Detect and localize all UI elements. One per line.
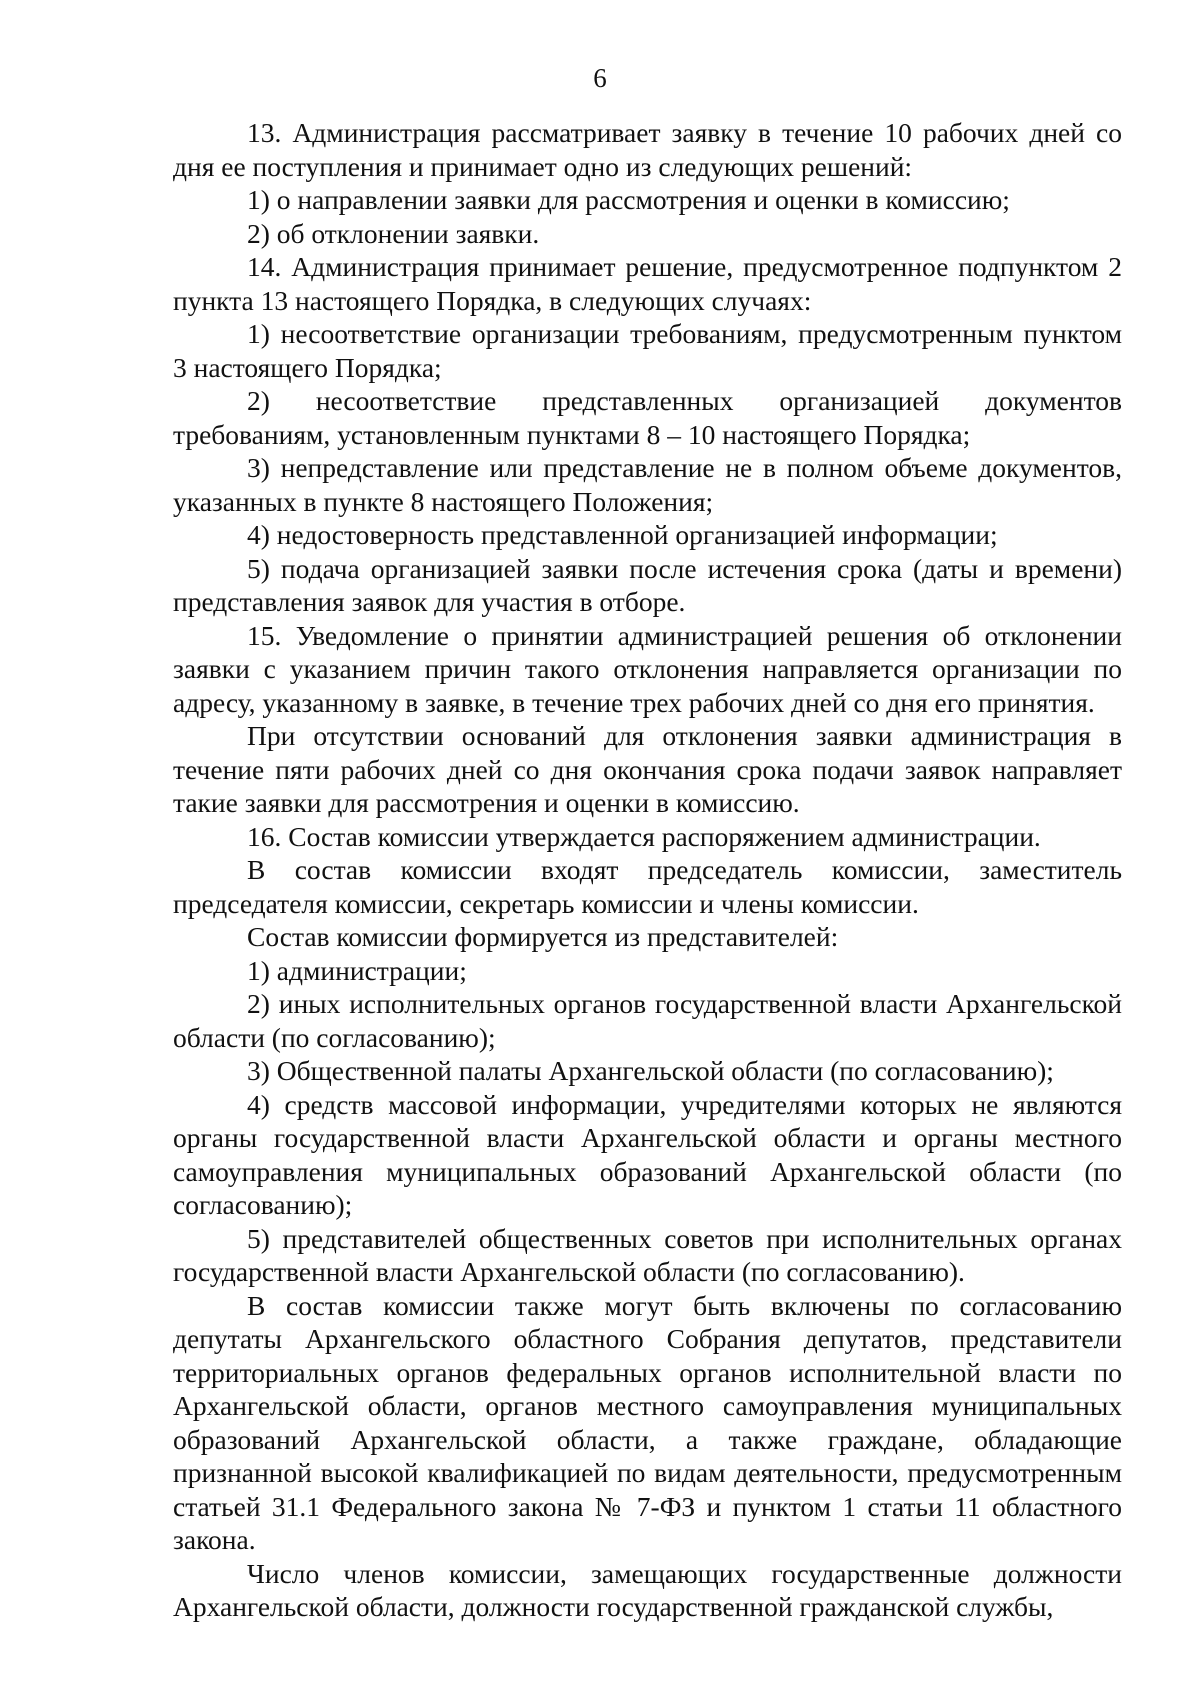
paragraph-14-case-3: 3) непредставление или представление не в полном объеме документов, указанных в пункте 8 настоящего Положения; (173, 452, 1122, 517)
paragraph-14-case-2: 2) несоответствие представленных организацией документов требованиям, установленным пунктами 8 – 10 настоящего Порядка; (173, 385, 1122, 450)
paragraph-13: 13. Администрация рассматривает заявку в течение 10 рабочих дней со дня ее поступления и принимает одно из следующих решений: (173, 117, 1122, 182)
paragraph-13-option-1: 1) о направлении заявки для рассмотрения и оценки в комиссию; (247, 184, 1010, 215)
page-number: 6 (593, 63, 607, 93)
paragraph-14: 14. Администрация принимает решение, предусмотренное подпунктом 2 пункта 13 настоящего Порядка, в следующих случаях: (173, 251, 1122, 316)
paragraph-16-member-count: Число членов комиссии, замещающих государственные должности Архангельской области, должности государственной гражданской службы, (173, 1557, 1122, 1622)
paragraph-14-case-5: 5) подача организацией заявки после истечения срока (даты и времени) представления заявок для участия в отборе. (173, 552, 1122, 617)
paragraph-14-case-1: 1) несоответствие организации требованиям, предусмотренным пунктом 3 настоящего Порядка; (173, 318, 1122, 383)
paragraph-16-item-3: 3) Общественной палаты Архангельской области (по согласованию); (247, 1055, 1054, 1086)
paragraph-16-item-4: 4) средств массовой информации, учредителями которых не являются органы государственной власти Архангельской области и органы местного самоуправления муниципальных образований Архангельской области (по согласованию); (173, 1088, 1122, 1220)
paragraph-16-item-1: 1) администрации; (247, 954, 467, 986)
paragraph-16: 16. Состав комиссии утверждается распоряжением администрации. (247, 820, 1041, 852)
paragraph-14-case-4: 4) недостоверность представленной организацией информации; (247, 519, 998, 550)
paragraph-13-option-2: 2) об отклонении заявки. (247, 217, 540, 249)
paragraph-16-composition: В состав комиссии входят председатель комиссии, заместитель председателя комиссии, секретарь комиссии и члены комиссии. (173, 854, 1122, 919)
paragraph-15: 15. Уведомление о принятии администрацией решения об отклонении заявки с указанием причин такого отклонения направляется организации по адресу, указанному в заявке, в течение трех рабочих дней со дня его принятия. (173, 619, 1122, 718)
paragraph-16-item-5: 5) представителей общественных советов при исполнительных органах государственной власти Архангельской области (по согласованию). (173, 1222, 1122, 1287)
paragraph-16-item-2: 2) иных исполнительных органов государственной власти Архангельской области (по согласованию); (173, 988, 1122, 1053)
paragraph-16-formation: Состав комиссии формируется из представителей: (247, 921, 839, 952)
document-body (173, 116, 1122, 1624)
paragraph-16-additional-members: В состав комиссии также могут быть включены по согласованию депутаты Архангельского областного Собрания депутатов, представители территориальных органов федеральных органов исполнительной власти по Архангельской области, органов местного самоуправления муниципальных образований Архангельской области, а также граждане, обладающие признанной высокой квалификацией по видам деятельности, предусмотренным статьей 31.1 Федерального закона № 7-ФЗ и пунктом 1 статьи 11 областного закона. (173, 1289, 1122, 1555)
paragraph-15-continued: При отсутствии оснований для отклонения заявки администрация в течение пяти рабочих дней со дня окончания срока подачи заявок направляет такие заявки для рассмотрения и оценки в комиссию. (173, 720, 1122, 818)
